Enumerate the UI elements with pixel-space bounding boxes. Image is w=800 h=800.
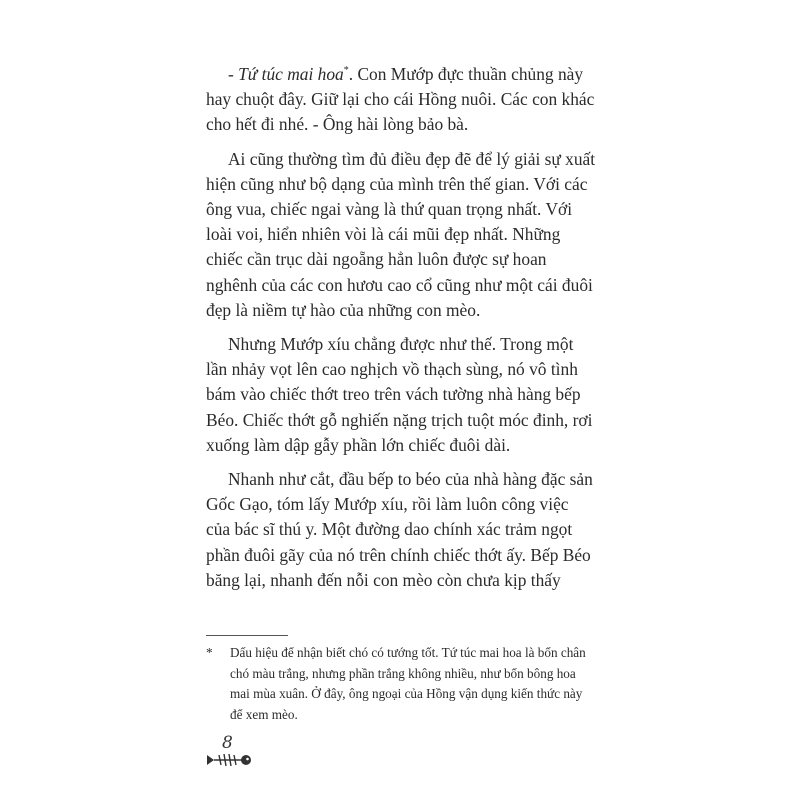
footnote-text: Dấu hiệu để nhận biết chó có tướng tốt. Tứ túc mai hoa là bốn chân chó màu trắng, nhưng phần trắng không nhiều, như bốn bông hoa mai mùa xuân. Ở đây, ông ngoại của Hồng vận dụng kiến thức này để xem mèo. [230, 645, 586, 722]
dialogue-italic: - Tứ túc mai hoa [228, 64, 344, 84]
body-text [206, 62, 596, 602]
footnote [206, 643, 598, 725]
paragraph-3: Nhưng Mướp xíu chẳng được như thế. Trong một lần nhảy vọt lên cao nghịch vồ thạch sùng, nó vô tình bám vào chiếc thớt treo trên vách tường nhà hàng bếp Béo. Chiếc thớt gỗ nghiến nặng trịch tuột móc đinh, rơi xuống làm dập gẫy phần lớn chiếc đuôi dài. [206, 334, 593, 455]
page-number: 8 [222, 733, 233, 753]
paragraph-2: Ai cũng thường tìm đủ điều đẹp đẽ để lý giải sự xuất hiện cũng như bộ dạng của mình trên thế gian. Với các ông vua, chiếc ngai vàng là thứ quan trọng nhất. Với loài voi, hiển nhiên vòi là cái mũi đẹp nhất. Những chiếc cần trục dài ngoẵng hẳn luôn được sự hoan nghênh của các con hươu cao cổ cũng như một cái đuôi đẹp là niềm tự hào của những con mèo. [206, 148, 596, 320]
paragraph-1 [206, 62, 596, 138]
footnote-star: * [206, 645, 213, 660]
paragraph-1-rest: . Con Mướp đực thuần chủng này hay chuột đây. Giữ lại cho cái Hồng nuôi. Các con khác cho hết đi nhé. - Ông hài lòng bảo bà. [206, 64, 595, 135]
paragraph-4: Nhanh như cắt, đầu bếp to béo của nhà hàng đặc sản Gốc Gạo, tóm lấy Mướp xíu, rồi làm luôn công việc của bác sĩ thú y. Một đường dao chính xác trảm ngọt phần đuôi gãy của nó trên chính chiếc thớt ấy. Bếp Béo băng lại, nhanh đến nỗi con mèo còn chưa kịp thấy [206, 469, 593, 590]
footnote-marker: * [343, 65, 349, 77]
fish-skeleton-icon [206, 752, 252, 768]
footnote-divider [206, 635, 288, 636]
